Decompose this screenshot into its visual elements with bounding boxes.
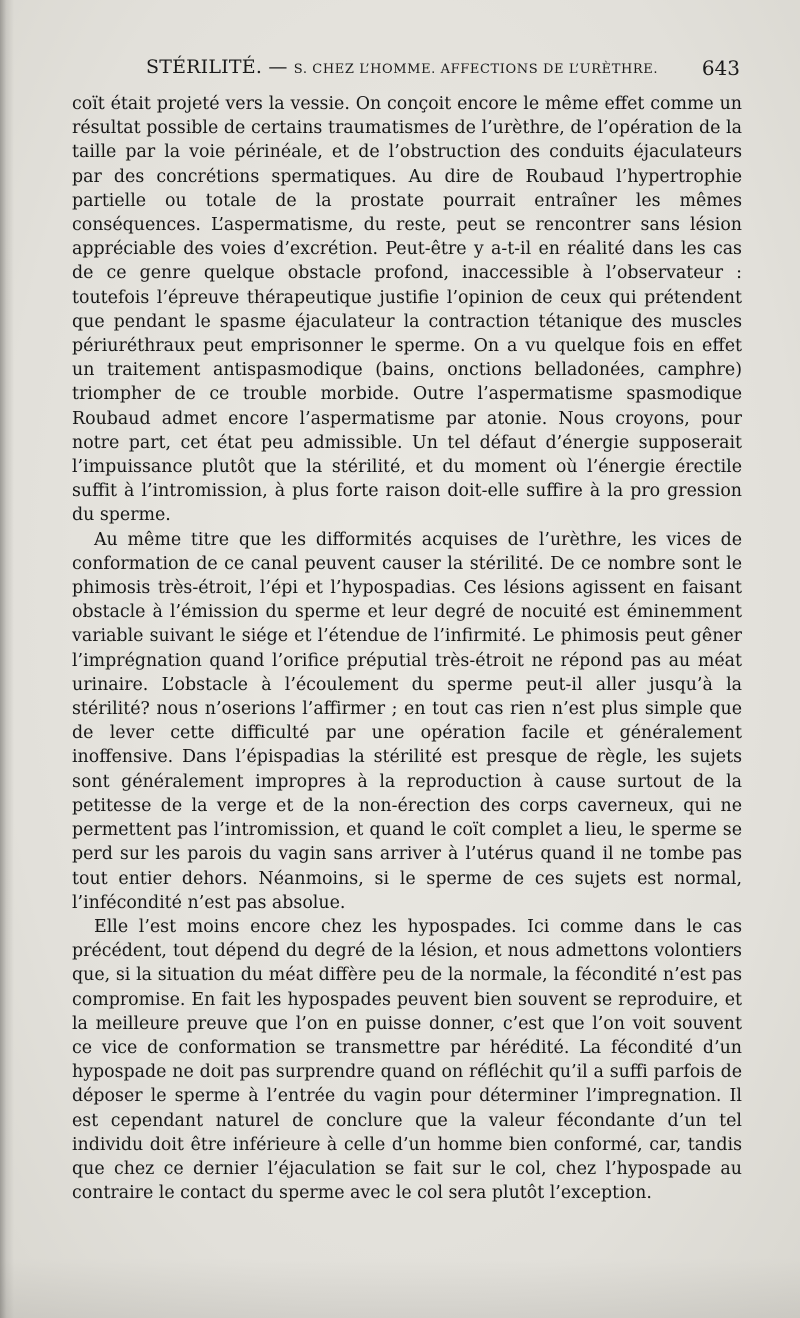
paragraph-aspermatisme: coït était projeté vers la vessie. On conçoit encore le même effet comme un résultat possible de certains traumatismes de l’urèthre, de l’opération de la taille par la voie périnéale, et de l’obstruction des conduits éjaculateurs par des concrétions spermatiques. Au dire de Roubaud l’hypertrophie partielle ou totale de la prostate pourrait entraîner les mêmes conséquences. L’aspermatisme, du reste, peut se rencontrer sans lésion appréciable des voies d’excrétion. Peut-être y a-t-il en réalité dans les cas de ce genre quelque obstacle profond, inaccessible à l’observateur : toutefois l’épreuve thérapeutique justifie l’opinion de ceux qui prétendent que pendant le spasme éjaculateur la contraction tétanique des muscles périuréthraux peut emprisonner le sperme. On a vu quelque fois en effet un traitement antispasmodique (bains, onctions belladonées, camphre) triompher de ce trouble morbide. Outre l’aspermatisme spasmodique Roubaud admet encore l’aspermatisme par atonie. Nous croyons, pour notre part, cet état peu admissible. Un tel défaut d’énergie supposerait l’impuissance plutôt que la stérilité, et du moment où l’énergie érectile suffit à l’intromission, à plus forte raison doit-elle suffire à la pro gression du sperme. bbox=[72, 94, 742, 526]
running-head-title: STÉRILITÉ. bbox=[146, 56, 263, 78]
page-bottom-shade bbox=[0, 1258, 800, 1318]
page-number: 643 bbox=[701, 56, 740, 80]
body-text bbox=[72, 92, 742, 1205]
paragraph-vices-conformation: Au même titre que les difformités acquises de l’urèthre, les vices de conformation de ce canal peuvent causer la stérilité. De ce nombre sont le phimosis très-étroit, l’épi et l’hypospadias. Ces lésions agissent en faisant obstacle à l’émission du sperme et leur degré de nocuité est éminemment variable suivant le siége et l’étendue de l’infirmité. Le phimosis peut gêner l’imprégnation quand l’orifice préputial très-étroit ne répond pas au méat urinaire. L’obstacle à l’écoulement du sperme peut-il aller jusqu’à la stérilité? nous n’oserions l’affirmer ; en tout cas rien n’est plus simple que de lever cette difficulté par une opération facile et généralement inoffensive. Dans l’épispadias la stérilité est presque de règle, les sujets sont généralement impropres à la reproduction à cause surtout de la petitesse de la verge et de la non-érection des corps caverneux, qui ne permettent pas l’intromission, et quand le coït complet a lieu, le sperme se perd sur les parois du vagin sans arriver à l’utérus quand il ne tombe pas tout entier dehors. Néanmoins, si le sperme de ces sujets est normal, l’infécondité n’est pas absolue. bbox=[72, 529, 742, 913]
running-head-dash: — bbox=[268, 56, 288, 78]
binding-shadow bbox=[0, 0, 14, 1318]
running-head-section: S. CHEZ L’HOMME. AFFECTIONS DE L’URÈTHRE. bbox=[293, 62, 659, 77]
page-header bbox=[146, 56, 740, 86]
paragraph-hypospades: Elle l’est moins encore chez les hypospades. Ici comme dans le cas précédent, tout dépend du degré de la lésion, et nous admettons volontiers que, si la situation du méat diffère peu de la normale, la fécondité n’est pas compromise. En fait les hypospades peuvent bien souvent se reproduire, et la meilleure preuve que l’on en puisse donner, c’est que l’on voit souvent ce vice de conformation se transmettre par hérédité. La fécondité d’un hypospade ne doit pas surprendre quand on réfléchit qu’il a suffi parfois de déposer le sperme à l’entrée du vagin pour déterminer l’impregnation. Il est cependant naturel de conclure que la valeur fécondante d’un tel individu doit être inférieure à celle d’un homme bien conformé, car, tandis que chez ce dernier l’éjaculation se fait sur le col, chez l’hypospade au contraire le contact du sperme avec le col sera plutôt l’exception. bbox=[72, 916, 742, 1204]
running-head bbox=[146, 56, 658, 78]
